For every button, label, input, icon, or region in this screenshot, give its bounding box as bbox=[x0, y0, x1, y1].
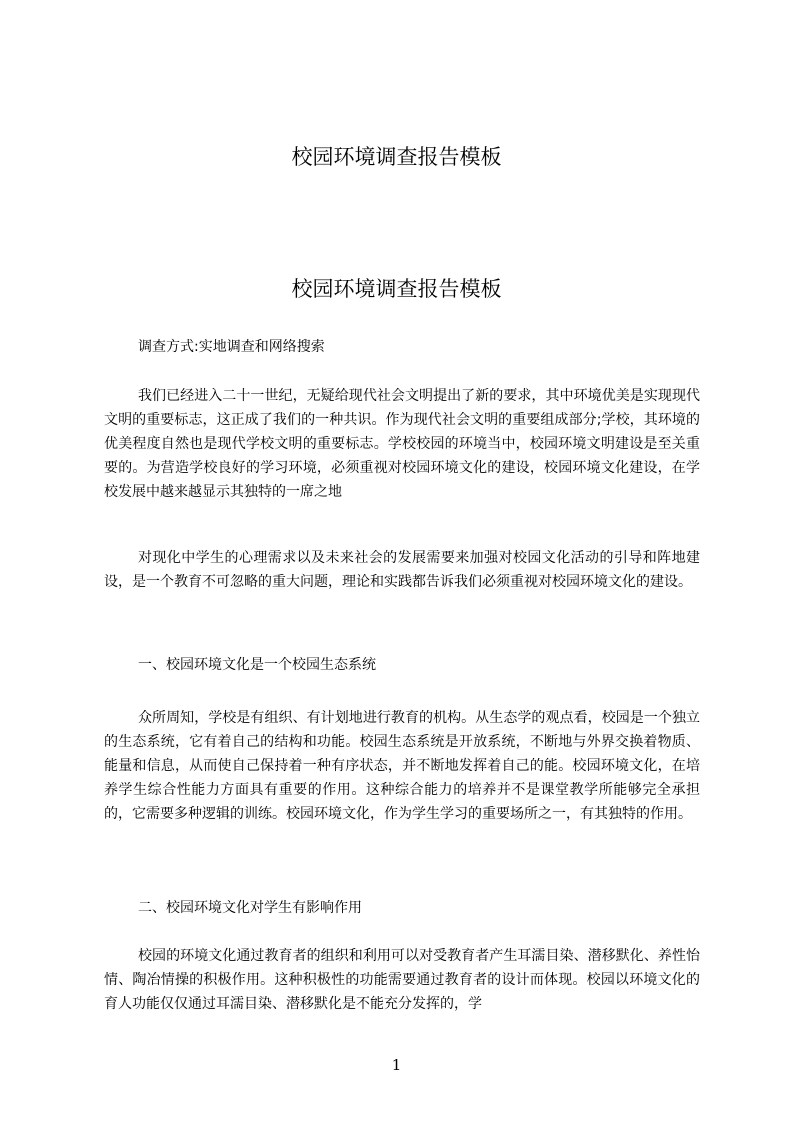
cover-title: 校园环境调查报告模板 bbox=[291, 145, 502, 169]
influence-paragraph: 校园的环境文化通过教育者的组织和利用可以对受教育者产生耳濡目染、潜移默化、养性怡情、陶冶情操的积极作用。这种积极性的功能需要通过教育者的设计而体现。校园以环境文化的育人功能仅仅通过耳濡目染、潜移默化是不能充分发挥的，学 bbox=[104, 948, 700, 1012]
intro-paragraph: 我们已经进入二十一世纪，无疑给现代社会文明提出了新的要求，其中环境优美是实现现代文明的重要标志，这正成了我们的一种共识。作为现代社会文明的重要组成部分;学校，其环境的优美程度自然也是现代学校文明的重要标志。学校校园的环境当中，校园环境文明建设是至关重要的。为营造学校良好的学习环境，必须重视对校园环境文化的建设，校园环境文化建设，在学校发展中越来越显示其独特的一席之地 bbox=[104, 388, 700, 500]
page-number: 1 bbox=[391, 1056, 402, 1074]
page-title: 校园环境调查报告模板 bbox=[291, 277, 502, 301]
section-heading-two: 二、校园环境文化对学生有影响作用 bbox=[138, 900, 362, 916]
section-heading-one: 一、校园环境文化是一个校园生态系统 bbox=[138, 657, 376, 673]
survey-method-line: 调查方式:实地调查和网络搜索 bbox=[138, 339, 325, 355]
modern-needs-paragraph: 对现化中学生的心理需求以及未来社会的发展需要来加强对校园文化活动的引导和阵地建设，是一个教育不可忽略的重大问题，理论和实践都告诉我们必须重视对校园环境文化的建设。 bbox=[104, 550, 700, 590]
ecosystem-paragraph: 众所周知，学校是有组织、有计划地进行教育的机构。从生态学的观点看，校园是一个独立的生态系统，它有着自己的结构和功能。校园生态系统是开放系统，不断地与外界交换着物质、能量和信息，从而使自己保持着一种有序状态，并不断地发挥着自己的能。校园环境文化，在培养学生综合性能力方面具有重要的作用。这种综合能力的培养并不是课堂教学所能够完全承担的，它需要多种逻辑的训练。校园环境文化，作为学生学习的重要场所之一，有其独特的作用。 bbox=[104, 710, 700, 822]
